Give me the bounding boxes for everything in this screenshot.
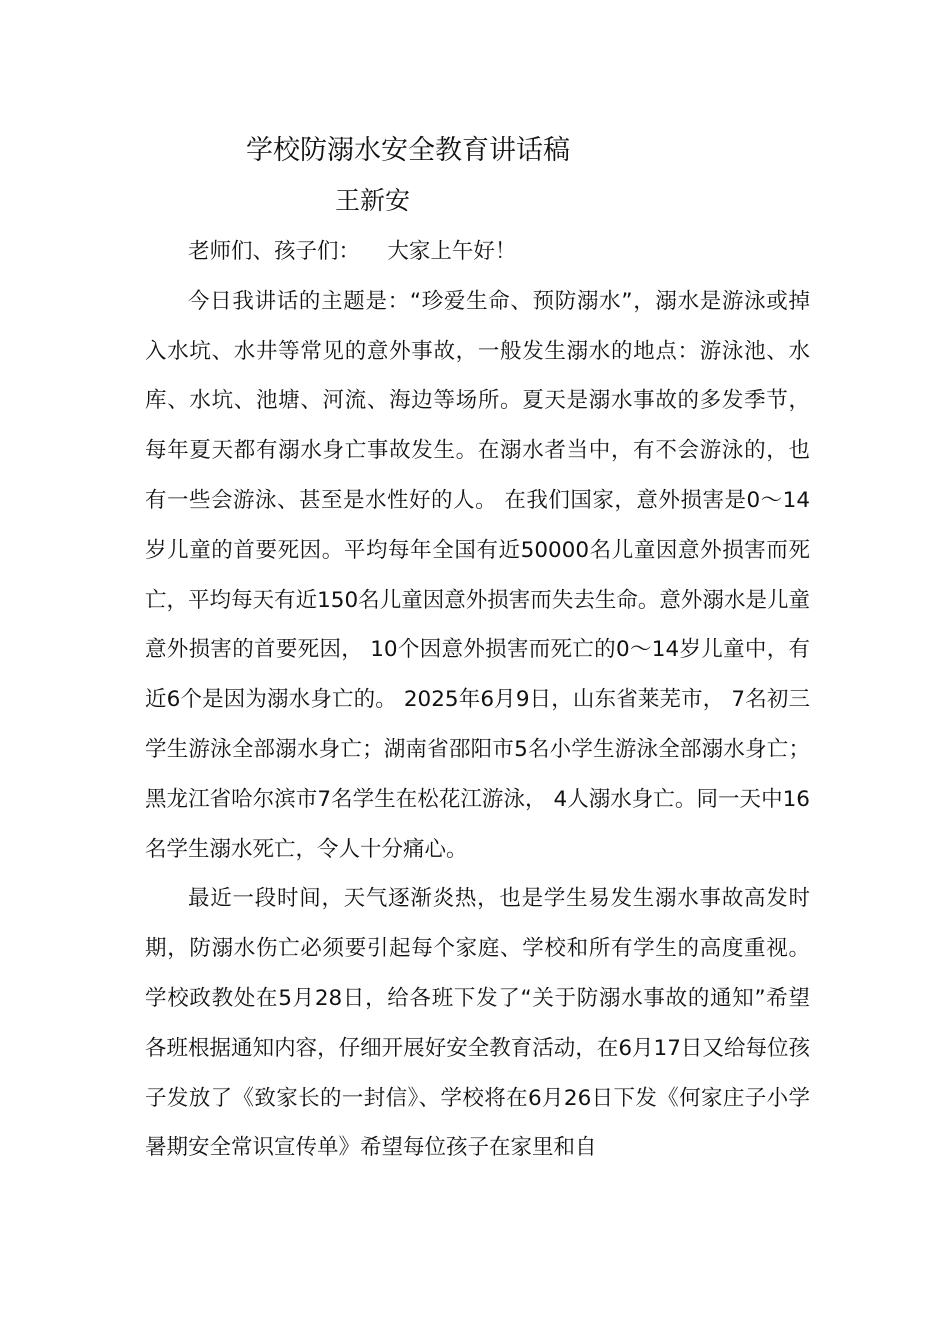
greeting-line: 老师们、孩子们： 大家上午好！ — [188, 239, 517, 264]
paragraph-1: 今日我讲话的主题是：“珍爱生命、预防溺水”，溺水是游泳或掉入水坑、水井等常见的意外事故，一般发生溺水的地点：游泳池、水库、水坑、池塘、河流、海边等场所。夏天是溺水事故的多发季节，每年夏天都有溺水身亡事故发生。在溺水者当中，有不会游泳的，也有一些会游泳、甚至是水性好的人。 在我们国家，意外损害是0～14岁儿童的首要死因。平均每年全国有近50000名儿童因意外损害而死亡，平均每天有近150名儿童因意外损害而失去生命。意外溺水是儿童意外损害的首要死因， 10个因意外损害而死亡的0～14岁儿童中，有近6个是因为溺水身亡的。 2025年6月9日，山东省莱芜市， 7名初三学生游泳全部溺水身亡；湖南省邵阳市5名小学生游泳全部溺水身亡；黑龙江省哈尔滨市7名学生在松花江游泳， 4人溺水身亡。同一天中16名学生溺水死亡，令人十分痛心。 — [145, 288, 810, 862]
document-title: 学校防溺水安全教育讲话稿 — [246, 135, 570, 166]
document-body — [145, 227, 810, 1173]
document-author: 王新安 — [335, 186, 411, 215]
paragraph-2: 最近一段时间，天气逐渐炎热，也是学生易发生溺水事故高发时期，防溺水伤亡必须要引起每个家庭、学校和所有学生的高度重视。学校政教处在5月28日，给各班下发了“关于防溺水事故的通知”希望各班根据通知内容，仔细开展好安全教育活动，在6月17日又给每位孩子发放了《致家长的一封信》、学校将在6月26日下发《何家庄子小学暑期安全常识宣传单》希望每位孩子在家里和自 — [145, 886, 810, 1161]
